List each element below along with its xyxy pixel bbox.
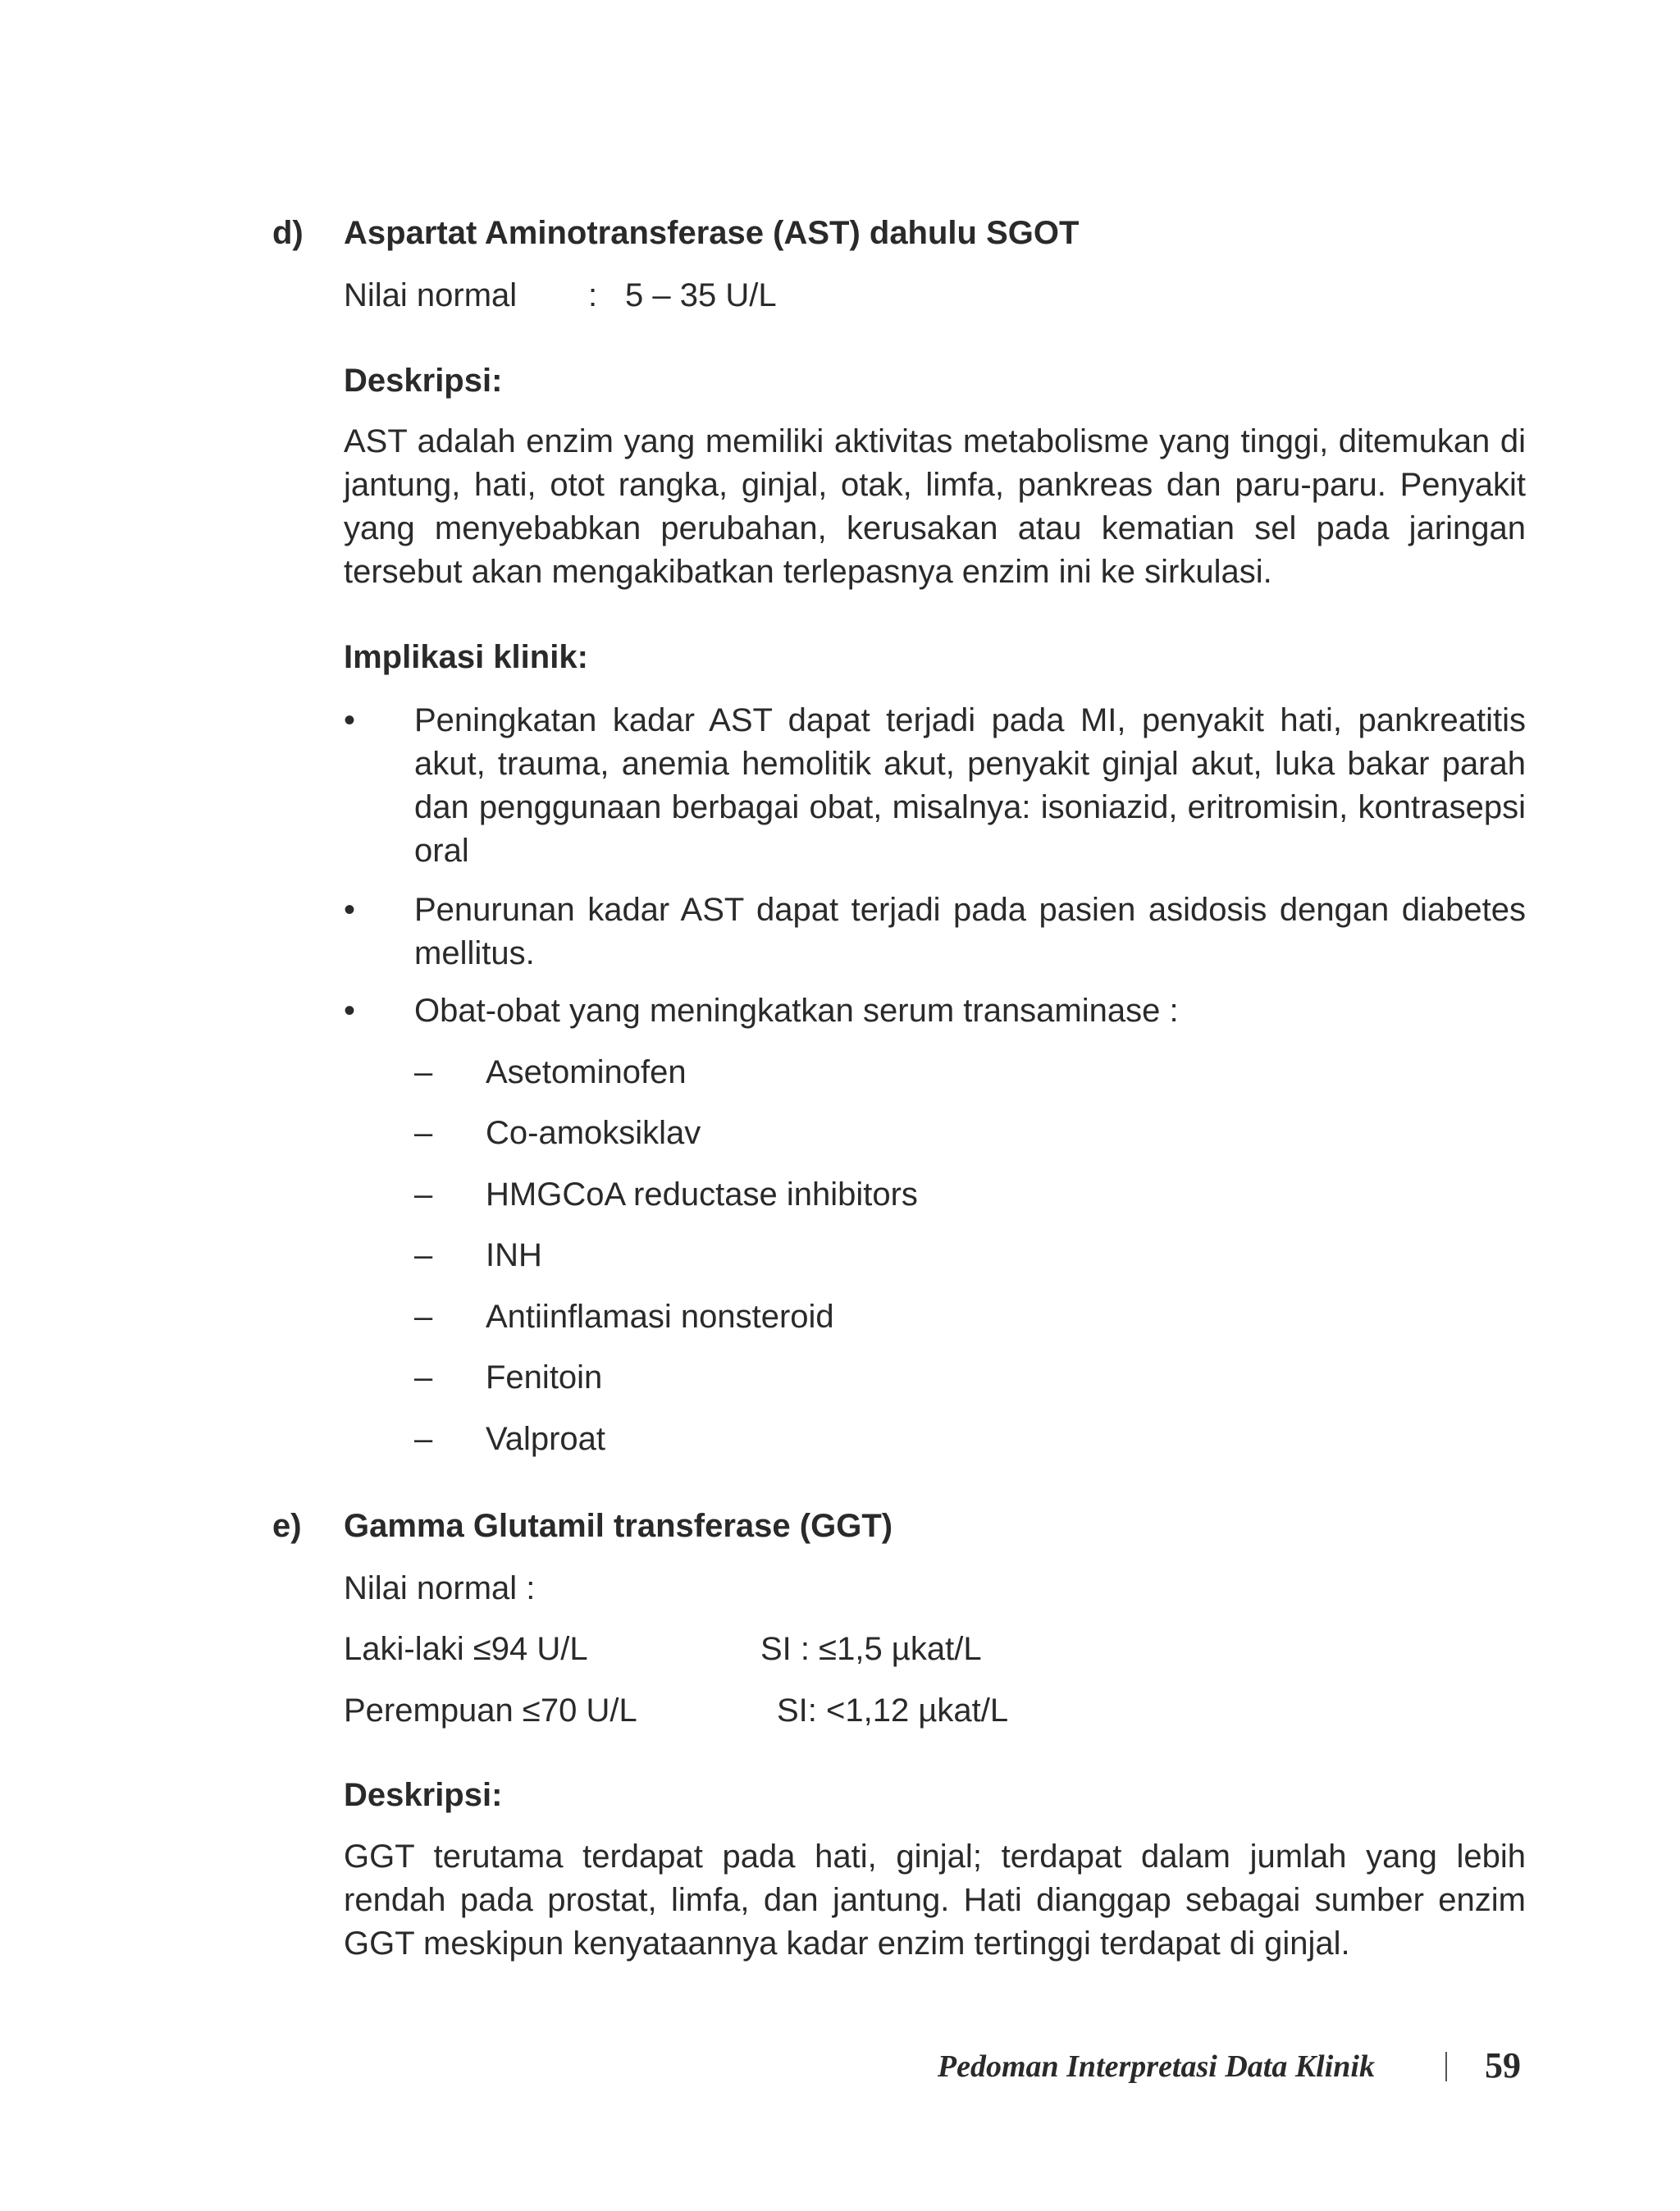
ggt-description-heading: Deskripsi: xyxy=(344,1777,503,1813)
page-number: 59 xyxy=(1485,2045,1521,2085)
drug-list-item: Asetominofen xyxy=(486,1054,687,1090)
footer-divider xyxy=(1445,2052,1447,2081)
drug-list-item: Antiinflamasi nonsteroid xyxy=(486,1299,834,1335)
ggt-male-si: SI : ≤1,5 µkat/L xyxy=(760,1631,982,1667)
drug-list-item: HMGCoA reductase inhibitors xyxy=(486,1176,918,1213)
section-d-letter: d) xyxy=(272,215,304,251)
drug-list-item: Fenitoin xyxy=(486,1359,603,1396)
ast-normal-label: Nilai normal xyxy=(344,277,518,313)
dash-icon: – xyxy=(414,1115,433,1151)
ast-implication-item: Peningkatan kadar AST dapat terjadi pada MI, penyakit hati, pankreatitis akut, trauma, anemia hemolitik akut, penyakit ginjal akut, luka bakar parah dan penggunaan berbagai obat, misalnya: isoniazid, eritromisin, kontrasepsi oral xyxy=(414,702,1526,869)
ast-implication-heading: Implikasi klinik: xyxy=(344,639,588,675)
drug-list-item: Valproat xyxy=(486,1421,606,1457)
ast-description-heading: Deskripsi: xyxy=(344,363,503,399)
ggt-normal-label: Nilai normal : xyxy=(344,1570,536,1606)
ggt-description-text: GGT terutama terdapat pada hati, ginjal; terdapat dalam jumlah yang lebih rendah pada prostat, limfa, dan jantung. Hati dianggap sebagai sumber enzim GGT meskipun kenyataannya kadar enzim tertinggi terdapat di ginjal. xyxy=(344,1839,1526,1962)
ggt-female-value: Perempuan ≤70 U/L xyxy=(344,1693,637,1729)
bullet-icon: • xyxy=(344,702,356,738)
footer-title: Pedoman Interpretasi Data Klinik xyxy=(937,2049,1375,2084)
ggt-male-value: Laki-laki ≤94 U/L xyxy=(344,1631,588,1667)
section-e-title: Gamma Glutamil transferase (GGT) xyxy=(344,1508,893,1544)
drug-list-item: Co-amoksiklav xyxy=(486,1115,701,1151)
ast-normal-separator: : xyxy=(588,277,598,313)
ast-description-text: AST adalah enzim yang memiliki aktivitas metabolisme yang tinggi, ditemukan di jantung, hati, otot rangka, ginjal, otak, limfa, pankreas dan paru-paru. Penyakit yang menyebabkan perubahan, kerusakan atau kematian sel pada jaringan tersebut akan mengakibatkan terlepasnya enzim ini ke sirkulasi. xyxy=(344,423,1526,590)
ast-implication-item: Obat-obat yang meningkatkan serum transaminase : xyxy=(414,993,1179,1029)
bullet-icon: • xyxy=(344,993,356,1029)
ast-normal-value: 5 – 35 U/L xyxy=(625,277,777,313)
ast-implication-item: Penurunan kadar AST dapat terjadi pada pasien asidosis dengan diabetes mellitus. xyxy=(414,892,1526,971)
section-d-title: Aspartat Aminotransferase (AST) dahulu SGOT xyxy=(344,215,1080,251)
dash-icon: – xyxy=(414,1421,433,1457)
drug-list-item: INH xyxy=(486,1237,542,1273)
bullet-icon: • xyxy=(344,892,356,928)
ggt-female-si: SI: <1,12 µkat/L xyxy=(777,1693,1009,1729)
dash-icon: – xyxy=(414,1299,433,1335)
dash-icon: – xyxy=(414,1359,433,1396)
section-e-letter: e) xyxy=(272,1508,302,1544)
dash-icon: – xyxy=(414,1237,433,1273)
dash-icon: – xyxy=(414,1054,433,1090)
dash-icon: – xyxy=(414,1176,433,1213)
